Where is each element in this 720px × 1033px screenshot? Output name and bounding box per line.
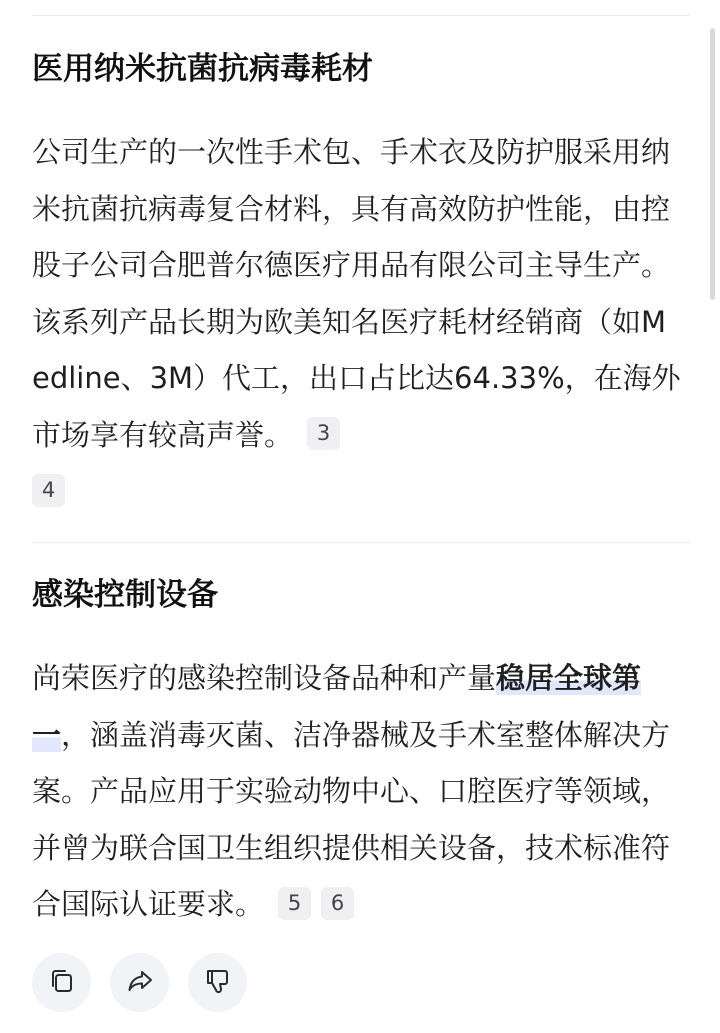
paragraph-text: 公司生产的一次性手术包、手术衣及防护服采用纳米抗菌抗病毒复合材料，具有高效防护性能，由控股子公司合肥普尔德医疗用品有限公司主导生产。该系列产品长期为欧美知名医疗耗材经销商（如Medline、3M）代工，出口占比达64.33%，在海外市场享有较高声誉。: [32, 135, 681, 452]
thumbs-down-icon: [203, 966, 233, 1000]
citation-badge-3[interactable]: 3: [307, 417, 340, 450]
citation-badge-6[interactable]: 6: [321, 887, 354, 920]
citation-badge-4[interactable]: 4: [32, 474, 65, 507]
section-title-nano-materials: 医用纳米抗菌抗病毒耗材: [32, 51, 373, 87]
section-divider: [32, 542, 690, 543]
section-title-infection-control: 感染控制设备: [32, 577, 218, 613]
scrollbar[interactable]: [710, 28, 715, 300]
copy-icon: [47, 966, 77, 1000]
citation-badge-5[interactable]: 5: [278, 887, 311, 920]
message-actions: [32, 953, 247, 1012]
copy-button[interactable]: [32, 953, 91, 1012]
section-paragraph-nano-materials: [32, 124, 682, 520]
paragraph-text-before: 尚荣医疗的感染控制设备品种和产量: [32, 661, 497, 695]
share-button[interactable]: [110, 953, 169, 1012]
highlighted-text: 稳居全球第一: [32, 661, 642, 752]
share-icon: [125, 966, 155, 1000]
paragraph-text-after: ，涵盖消毒灭菌、洁净器械及手术室整体解决方案。产品应用于实验动物中心、口腔医疗等领域，并曾为联合国卫生组织提供相关设备，技术标准符合国际认证要求。: [32, 717, 671, 921]
section-paragraph-infection-control: [32, 650, 682, 933]
top-divider: [32, 15, 690, 16]
dislike-button[interactable]: [188, 953, 247, 1012]
